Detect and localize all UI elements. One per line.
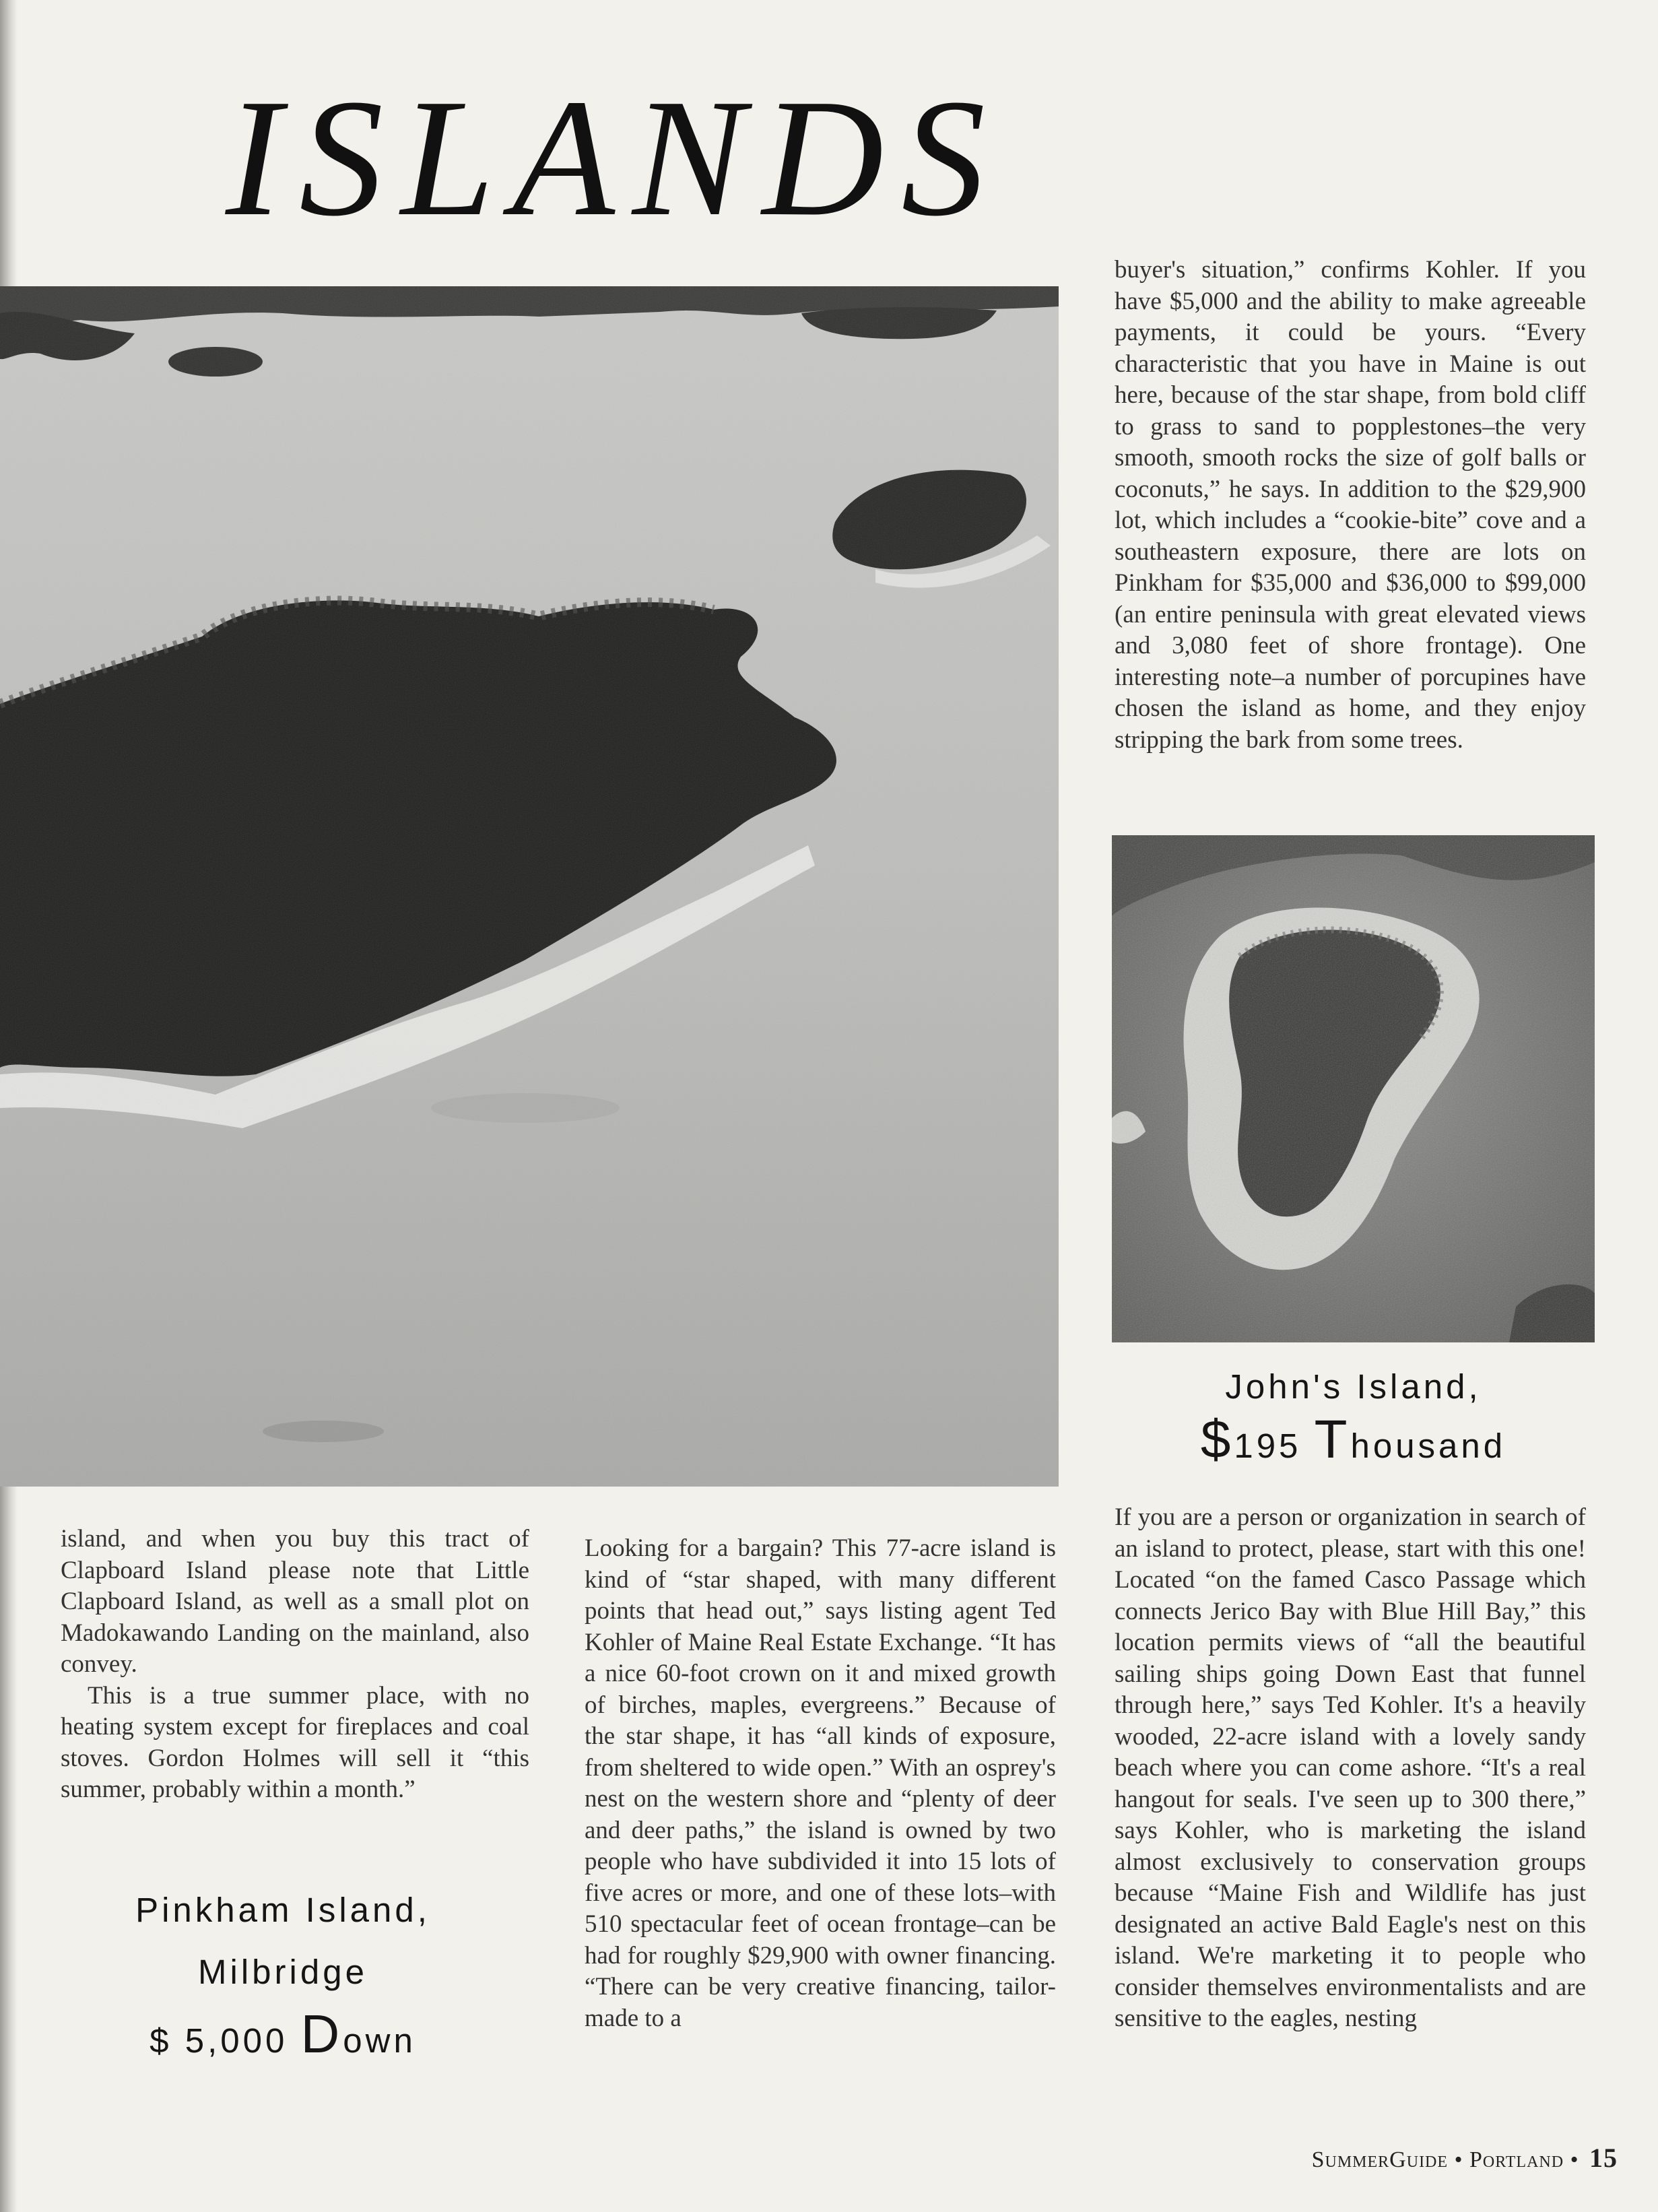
- caption-price: [94, 2003, 471, 2072]
- caption-amount: 195: [1234, 1427, 1302, 1465]
- pinkham-island-caption: [94, 1879, 471, 2072]
- right-column-top-text: [1115, 255, 1586, 756]
- footer-separator: •: [1454, 2147, 1463, 2172]
- caption-dollar-sign: $: [150, 2021, 172, 2060]
- caption-big-letter: D: [300, 2004, 343, 2064]
- caption-line-1: John's Island,: [1225, 1367, 1482, 1406]
- right-column-bottom-text: [1115, 1502, 1586, 2035]
- page-number: 15: [1589, 2143, 1618, 2173]
- johns-island-photo-image: [1112, 835, 1595, 1342]
- caption-rest: own: [343, 2021, 416, 2060]
- caption-line-2: Milbridge: [198, 1953, 368, 1991]
- middle-column-text: [585, 1533, 1056, 2034]
- johns-island-aerial-photo: [1112, 835, 1595, 1342]
- caption-line-1: Pinkham Island,: [135, 1891, 430, 1929]
- paragraph: This is a true summer place, with no heating system except for fireplaces and coal stoves. Gordon Holmes will sell it “this summer, probably within a month.”: [61, 1681, 529, 1803]
- paragraph: If you are a person or organization in search of an island to protect, please, start with this one! Located “on the famed Casco Passage which connects Jerico Bay with Blue Hill Bay,” this location permits views of “all the beautiful sailing ships going Down East that funnel through here,” says Ted Kohler. It's a heavily wooded, 22-acre island with a lovely sandy beach where you can come ashore. “It's a real hangout for seals. I've seen up to 300 there,” says Kohler, who is marketing the island almost exclusively to conservation groups because “Maine Fish and Wildlife has just designated an active Bald Eagle's nest on this island. We're marketing it to people who consider themselves environmentalists and are sensitive to the eagles, nesting: [1115, 1503, 1586, 2032]
- paragraph: buyer's situation,” confirms Kohler. If you have $5,000 and the ability to make agreeable payments, it could be yours. “Every characteristic that you have in Maine is out here, because of the star shape, from bold cliff to grass to sand to popplestones–the very smooth, smooth rocks the size of golf balls or coconuts,” he says. In addition to the $29,900 lot, which includes a “cookie-bite” cove and a southeastern exposure, there are lots on Pinkham for $35,000 and $36,000 to $99,000 (an entire peninsula with great elevated views and 3,080 feet of shore frontage). One interesting note–a number of porcupines have chosen the island as home, and they enjoy stripping the bark from some trees.: [1115, 256, 1586, 754]
- caption-amount: 5,000: [185, 2021, 288, 2060]
- johns-island-caption: [1112, 1361, 1595, 1472]
- caption-big-letter: T: [1314, 1409, 1351, 1469]
- footer-city: Portland: [1469, 2147, 1564, 2172]
- caption-dollar-sign: $: [1200, 1409, 1234, 1469]
- headline: ISLANDS: [226, 65, 1003, 251]
- footer-publication: SummerGuide: [1311, 2147, 1449, 2172]
- paragraph: island, and when you buy this tract of Clapboard Island please note that Little Clapboard Island, as well as a small plot on Madokawando Landing on the mainland, also convey.: [61, 1525, 529, 1678]
- footer-separator: •: [1570, 2147, 1579, 2172]
- caption-price: [1112, 1409, 1595, 1472]
- left-column-text: [61, 1524, 529, 1806]
- page-footer: [1312, 2142, 1618, 2174]
- caption-rest: housand: [1350, 1427, 1506, 1465]
- pinkham-island-aerial-photo: [0, 286, 1059, 1487]
- aerial-photo-image: [0, 286, 1059, 1487]
- paragraph: Looking for a bargain? This 77-acre island is kind of “star shaped, with many different points that head out,” says listing agent Ted Kohler of Maine Real Estate Exchange. “It has a nice 60-foot crown on it and mixed growth of birches, maples, evergreens.” Because of the star shape, it has “all kinds of exposure, from sheltered to wide open.” With an osprey's nest on the western shore and “plenty of deer and deer paths,” the island is owned by two people who have subdivided it into 15 lots of five acres or more, and one of these lots–with 510 spectacular feet of ocean frontage–can be had for roughly $29,900 with owner financing. “There can be very creative financing, tailor- made to a: [585, 1534, 1056, 2032]
